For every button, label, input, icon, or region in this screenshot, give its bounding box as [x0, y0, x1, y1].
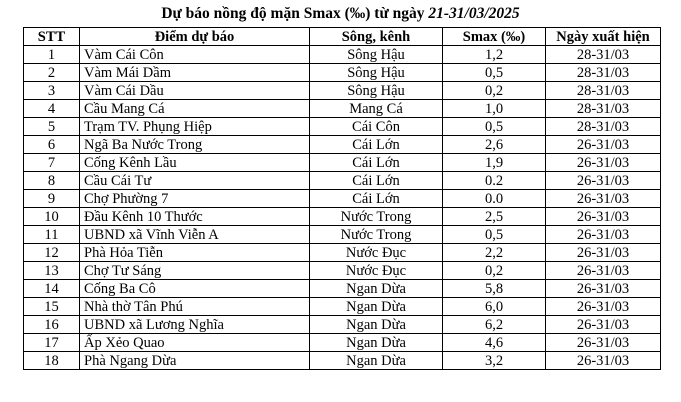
cell-river: Sông Hậu — [310, 82, 443, 100]
cell-stt: 1 — [24, 46, 80, 64]
cell-stt: 2 — [24, 64, 80, 82]
cell-point: Nhà thờ Tân Phú — [80, 298, 310, 316]
cell-stt: 11 — [24, 226, 80, 244]
cell-point: Chợ Tư Sáng — [80, 262, 310, 280]
page-title — [0, 5, 681, 23]
cell-river: Ngan Dừa — [310, 334, 443, 352]
cell-stt: 9 — [24, 190, 80, 208]
cell-point: UBND xã Lương Nghĩa — [80, 316, 310, 334]
cell-river: Nước Trong — [310, 208, 443, 226]
cell-point: Chợ Phường 7 — [80, 190, 310, 208]
table-row — [24, 118, 661, 136]
cell-date: 28-31/03 — [546, 118, 661, 136]
cell-point: Cầu Cái Tư — [80, 172, 310, 190]
cell-stt: 6 — [24, 136, 80, 154]
cell-smax: 2,6 — [443, 136, 546, 154]
cell-river: Sông Hậu — [310, 64, 443, 82]
cell-river: Cái Lớn — [310, 172, 443, 190]
cell-date: 26-31/03 — [546, 154, 661, 172]
cell-smax: 0,5 — [443, 226, 546, 244]
table-body — [24, 46, 661, 370]
cell-smax: 2,5 — [443, 208, 546, 226]
cell-river: Cái Côn — [310, 118, 443, 136]
header-stt: STT — [24, 28, 80, 46]
cell-stt: 4 — [24, 100, 80, 118]
cell-smax: 6,2 — [443, 316, 546, 334]
cell-date: 26-31/03 — [546, 280, 661, 298]
table-row — [24, 172, 661, 190]
cell-point: Phà Hỏa Tiễn — [80, 244, 310, 262]
cell-point: Cống Kênh Lầu — [80, 154, 310, 172]
cell-point: Cầu Mang Cá — [80, 100, 310, 118]
cell-date: 26-31/03 — [546, 244, 661, 262]
cell-smax: 0.0 — [443, 190, 546, 208]
cell-date: 28-31/03 — [546, 100, 661, 118]
cell-river: Cái Lớn — [310, 136, 443, 154]
cell-stt: 17 — [24, 334, 80, 352]
cell-river: Nước Đục — [310, 262, 443, 280]
cell-date: 26-31/03 — [546, 298, 661, 316]
title-main: Dự báo nồng độ mặn Smax (‰) từ ngày — [161, 5, 429, 22]
cell-point: Đầu Kênh 10 Thước — [80, 208, 310, 226]
table-row — [24, 352, 661, 370]
cell-point: UBND xã Vĩnh Viễn A — [80, 226, 310, 244]
cell-river: Nước Trong — [310, 226, 443, 244]
cell-river: Cái Lớn — [310, 154, 443, 172]
cell-stt: 12 — [24, 244, 80, 262]
cell-stt: 8 — [24, 172, 80, 190]
cell-date: 26-31/03 — [546, 262, 661, 280]
table-row — [24, 262, 661, 280]
cell-date: 26-31/03 — [546, 334, 661, 352]
cell-date: 26-31/03 — [546, 226, 661, 244]
cell-river: Ngan Dừa — [310, 352, 443, 370]
cell-point: Ngã Ba Nước Trong — [80, 136, 310, 154]
table-row — [24, 100, 661, 118]
table-row — [24, 316, 661, 334]
table-row — [24, 244, 661, 262]
table-row — [24, 82, 661, 100]
cell-point: Vàm Cái Dầu — [80, 82, 310, 100]
table-row — [24, 208, 661, 226]
cell-smax: 3,2 — [443, 352, 546, 370]
salinity-forecast-table — [23, 27, 661, 370]
cell-point: Vàm Cái Côn — [80, 46, 310, 64]
cell-date: 26-31/03 — [546, 316, 661, 334]
table-row — [24, 64, 661, 82]
header-smax: Smax (‰) — [443, 28, 546, 46]
table-row — [24, 154, 661, 172]
table-row — [24, 226, 661, 244]
cell-date: 26-31/03 — [546, 352, 661, 370]
cell-river: Cái Lớn — [310, 190, 443, 208]
cell-smax: 1,9 — [443, 154, 546, 172]
cell-date: 26-31/03 — [546, 172, 661, 190]
table-row — [24, 280, 661, 298]
cell-date: 26-31/03 — [546, 208, 661, 226]
table-row — [24, 46, 661, 64]
cell-river: Mang Cá — [310, 100, 443, 118]
cell-stt: 5 — [24, 118, 80, 136]
cell-smax: 1,2 — [443, 46, 546, 64]
cell-point: Vàm Mái Dầm — [80, 64, 310, 82]
cell-smax: 0,2 — [443, 82, 546, 100]
cell-point: Ấp Xẻo Quao — [80, 334, 310, 352]
cell-river: Ngan Dừa — [310, 280, 443, 298]
cell-smax: 1,0 — [443, 100, 546, 118]
cell-smax: 2,2 — [443, 244, 546, 262]
cell-stt: 18 — [24, 352, 80, 370]
cell-date: 28-31/03 — [546, 82, 661, 100]
cell-stt: 14 — [24, 280, 80, 298]
cell-smax: 5,8 — [443, 280, 546, 298]
cell-stt: 3 — [24, 82, 80, 100]
header-river: Sông, kênh — [310, 28, 443, 46]
cell-river: Ngan Dừa — [310, 298, 443, 316]
table-header-row — [24, 28, 661, 46]
table-row — [24, 298, 661, 316]
cell-stt: 7 — [24, 154, 80, 172]
cell-smax: 0.2 — [443, 172, 546, 190]
cell-smax: 0,2 — [443, 262, 546, 280]
cell-river: Sông Hậu — [310, 46, 443, 64]
cell-date: 26-31/03 — [546, 190, 661, 208]
cell-stt: 16 — [24, 316, 80, 334]
cell-river: Ngan Dừa — [310, 316, 443, 334]
cell-river: Nước Đục — [310, 244, 443, 262]
cell-point: Trạm TV. Phụng Hiệp — [80, 118, 310, 136]
table-row — [24, 136, 661, 154]
cell-smax: 0,5 — [443, 118, 546, 136]
header-point: Điểm dự báo — [80, 28, 310, 46]
cell-smax: 0,5 — [443, 64, 546, 82]
title-date-range: 21-31/03/2025 — [428, 5, 520, 22]
cell-point: Cống Ba Cô — [80, 280, 310, 298]
cell-date: 26-31/03 — [546, 136, 661, 154]
cell-date: 28-31/03 — [546, 46, 661, 64]
cell-stt: 10 — [24, 208, 80, 226]
header-date: Ngày xuất hiện — [546, 28, 661, 46]
cell-point: Phà Ngang Dừa — [80, 352, 310, 370]
cell-stt: 15 — [24, 298, 80, 316]
cell-smax: 4,6 — [443, 334, 546, 352]
cell-date: 28-31/03 — [546, 64, 661, 82]
cell-stt: 13 — [24, 262, 80, 280]
cell-smax: 6,0 — [443, 298, 546, 316]
table-row — [24, 334, 661, 352]
table-row — [24, 190, 661, 208]
